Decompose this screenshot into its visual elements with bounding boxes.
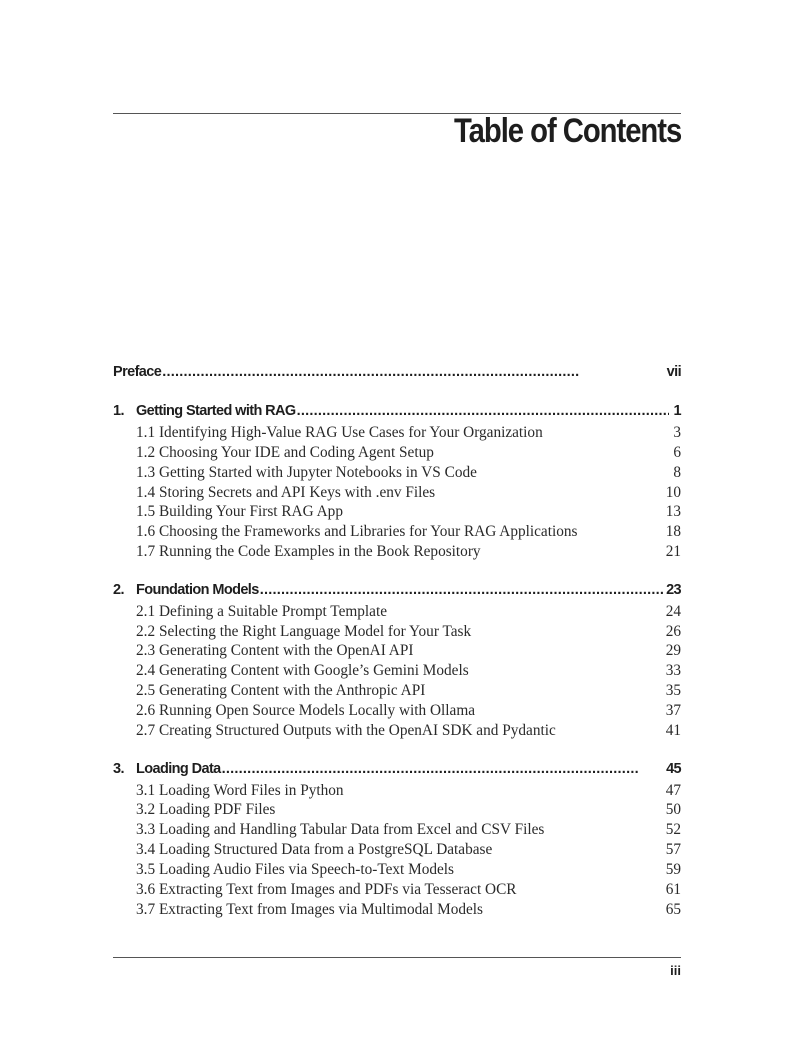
chapter-page: 45 [666, 761, 681, 777]
section-label: 3.1 Loading Word Files in Python [136, 782, 344, 799]
section-page: 50 [665, 801, 681, 818]
section-label: 3.5 Loading Audio Files via Speech-to-Text Models [136, 861, 454, 878]
section-label: 3.4 Loading Structured Data from a PostgreSQL Database [136, 841, 493, 858]
toc-section[interactable] [136, 542, 681, 562]
section-page: 59 [665, 861, 681, 878]
section-page: 3 [673, 424, 681, 441]
section-label: 1.5 Building Your First RAG App [136, 503, 343, 520]
section-page: 35 [665, 682, 681, 699]
section-page: 65 [665, 901, 681, 918]
section-label: 3.6 Extracting Text from Images and PDFs via Tesseract OCR [136, 881, 517, 898]
toc-section[interactable] [136, 681, 681, 701]
toc-section[interactable] [136, 781, 681, 801]
chapter-title: Loading Data [136, 761, 221, 777]
dot-leader [162, 361, 664, 383]
section-page: 24 [665, 603, 681, 620]
section-page: 41 [665, 722, 681, 739]
section-label: 2.3 Generating Content with the OpenAI API [136, 642, 414, 659]
section-page: 18 [665, 523, 681, 540]
section-page: 6 [673, 444, 681, 461]
toc-section[interactable] [136, 840, 681, 860]
toc-section[interactable] [136, 522, 681, 542]
chapter-number: 1. [113, 403, 124, 419]
section-label: 2.5 Generating Content with the Anthropic API [136, 682, 426, 699]
page-number: iii [670, 963, 681, 978]
toc-section[interactable] [136, 800, 681, 820]
toc-section[interactable] [136, 463, 681, 483]
section-label: 2.6 Running Open Source Models Locally with Ollama [136, 702, 476, 719]
section-label: 2.2 Selecting the Right Language Model for Your Task [136, 623, 472, 640]
section-label: 1.1 Identifying High-Value RAG Use Cases for Your Organization [136, 424, 543, 441]
section-label: 1.3 Getting Started with Jupyter Notebooks in VS Code [136, 464, 477, 481]
section-label: 2.1 Defining a Suitable Prompt Template [136, 603, 388, 620]
chapter-page: 23 [666, 582, 681, 598]
toc-section[interactable] [136, 900, 681, 920]
section-label: 1.2 Choosing Your IDE and Coding Agent Setup [136, 444, 434, 461]
toc-section[interactable] [136, 721, 681, 741]
entry-page: vii [666, 364, 681, 380]
section-page: 52 [665, 821, 681, 838]
section-page: 21 [665, 543, 681, 560]
section-page: 13 [665, 503, 681, 520]
toc-section[interactable] [136, 701, 681, 721]
toc-section[interactable] [136, 880, 681, 900]
dot-leader [297, 400, 669, 422]
section-label: 3.2 Loading PDF Files [136, 801, 276, 818]
section-page: 61 [665, 881, 681, 898]
toc-chapter-2[interactable] [113, 579, 681, 601]
chapter-title: Getting Started with RAG [136, 403, 296, 419]
bottom-rule [113, 957, 681, 958]
entry-label: Preface [113, 364, 162, 380]
toc-section[interactable] [136, 602, 681, 622]
section-page: 33 [665, 662, 681, 679]
toc-chapter-3[interactable] [113, 758, 681, 780]
chapter-number: 3. [113, 761, 124, 777]
section-page: 29 [665, 642, 681, 659]
toc-section[interactable] [136, 443, 681, 463]
section-page: 47 [665, 782, 681, 799]
page-title: Table of Contents [453, 112, 681, 150]
toc-section[interactable] [136, 641, 681, 661]
section-label: 1.4 Storing Secrets and API Keys with .env Files [136, 484, 436, 501]
chapter-title: Foundation Models [136, 582, 259, 598]
dot-leader [260, 579, 664, 601]
chapter-number: 2. [113, 582, 124, 598]
toc-section[interactable] [136, 423, 681, 443]
toc-section[interactable] [136, 483, 681, 503]
toc-section[interactable] [136, 661, 681, 681]
section-page: 37 [665, 702, 681, 719]
section-page: 8 [673, 464, 681, 481]
section-label: 3.3 Loading and Handling Tabular Data from Excel and CSV Files [136, 821, 545, 838]
section-label: 2.4 Generating Content with Google’s Gemini Models [136, 662, 469, 679]
section-label: 2.7 Creating Structured Outputs with the OpenAI SDK and Pydantic [136, 722, 556, 739]
dot-leader [222, 758, 664, 780]
section-label: 1.7 Running the Code Examples in the Book Repository [136, 543, 481, 560]
toc-section[interactable] [136, 502, 681, 522]
toc-entry-preface[interactable] [113, 361, 681, 383]
toc-section[interactable] [136, 820, 681, 840]
section-label: 1.6 Choosing the Frameworks and Libraries for Your RAG Applications [136, 523, 578, 540]
toc-section[interactable] [136, 860, 681, 880]
toc-section[interactable] [136, 622, 681, 642]
section-page: 10 [665, 484, 681, 501]
toc-chapter-1[interactable] [113, 400, 681, 422]
chapter-page: 1 [673, 403, 681, 419]
section-page: 57 [665, 841, 681, 858]
section-label: 3.7 Extracting Text from Images via Multimodal Models [136, 901, 484, 918]
section-page: 26 [665, 623, 681, 640]
